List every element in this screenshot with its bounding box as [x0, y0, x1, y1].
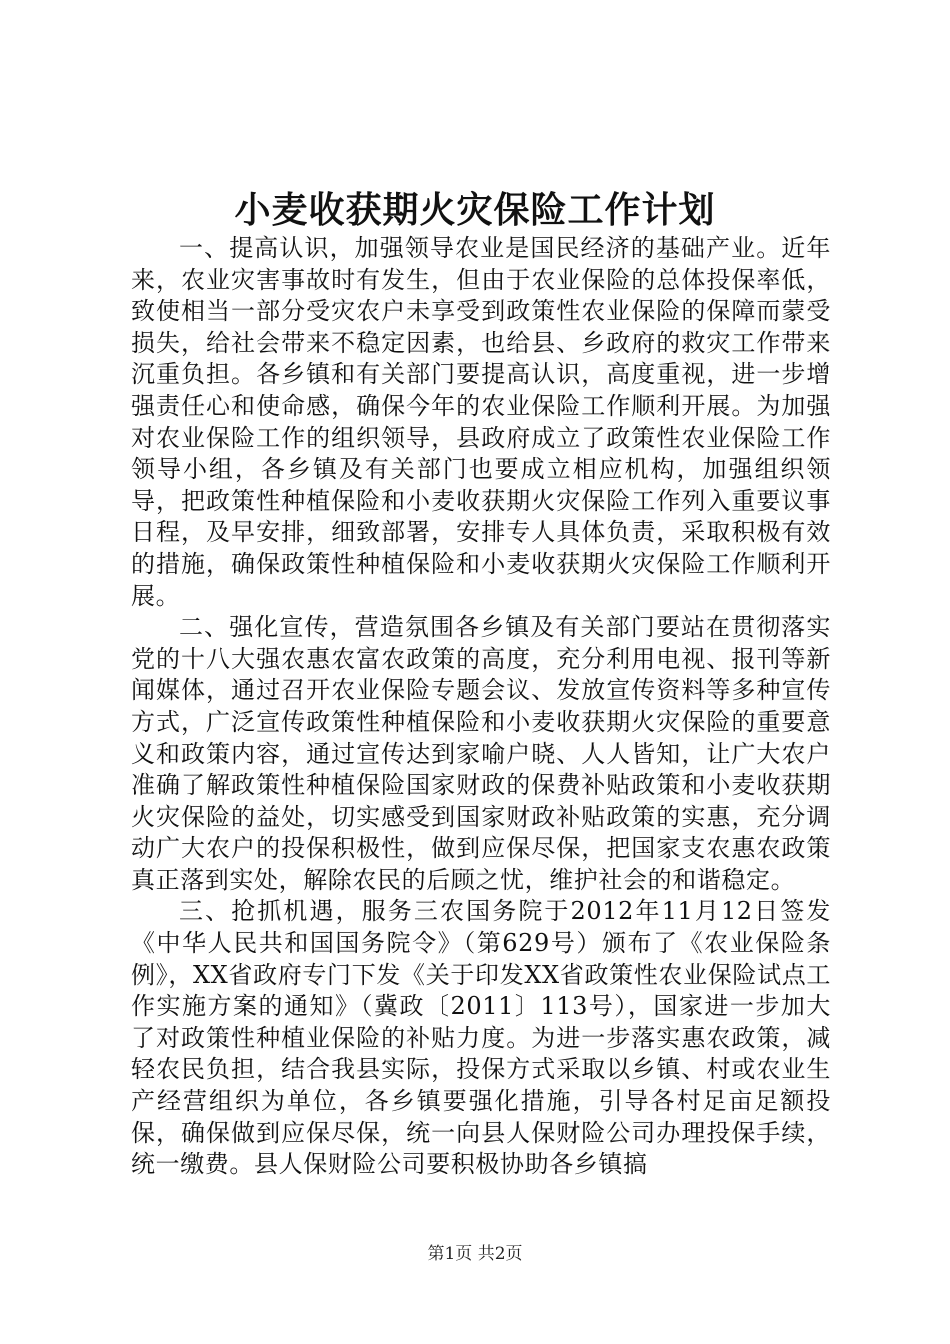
paragraph-2: 二、强化宣传，营造氛围各乡镇及有关部门要站在贯彻落实党的十八大强农惠农富农政策的高度，充分利用电视、报刊等新闻媒体，通过召开农业保险专题会议、发放宣传资料等多种宣传方式，广泛宣传政策性种植保险和小麦收获期火灾保险的重要意义和政策内容，通过宣传达到家喻户晓、人人皆知，让广大农户准确了解政策性种植保险国家财政的保费补贴政策和小麦收获期火灾保险的益处，切实感受到国家财政补贴政策的实惠，充分调动广大农户的投保积极性，做到应保尽保，把国家支农惠农政策真正落到实处，解除农民的后顾之忧，维护社会的和谐稳定。 [131, 613, 831, 894]
document-title: 小麦收获期火灾保险工作计划 [234, 189, 716, 231]
document-body [131, 233, 831, 1181]
paragraph-3: 三、抢抓机遇，服务三农国务院于2012年11月12日签发《中华人民共和国国务院令》（第629号）颁布了《农业保险条例》，XX省政府专门下发《关于印发XX省政策性农业保险试点工作实施方案的通知》（冀政〔2011〕113号），国家进一步加大了对政策性种植业保险的补贴力度。为进一步落实惠农政策，减轻农民负担，结合我县实际，投保方式采取以乡镇、村或农业生产经营组织为单位，各乡镇要强化措施，引导各村足亩足额投保，确保做到应保尽保，统一向县人保财险公司办理投保手续，统一缴费。县人保财险公司要积极协助各乡镇搞 [131, 897, 831, 1179]
page-number-footer: 第1页 共2页 [427, 1244, 523, 1264]
paragraph-1: 一、提高认识，加强领导农业是国民经济的基础产业。近年来，农业灾害事故时有发生，但由于农业保险的总体投保率低，致使相当一部分受灾农户未享受到政策性农业保险的保障而蒙受损失，给社会带来不稳定因素，也给县、乡政府的救灾工作带来沉重负担。各乡镇和有关部门要提高认识，高度重视，进一步增强责任心和使命感，确保今年的农业保险工作顺利开展。为加强对农业保险工作的组织领导，县政府成立了政策性农业保险工作领导小组，各乡镇及有关部门也要成立相应机构，加强组织领导，把政策性种植保险和小麦收获期火灾保险工作列入重要议事日程，及早安排，细致部署，安排专人具体负责，采取积极有效的措施，确保政策性种植保险和小麦收获期火灾保险工作顺利开展。 [131, 234, 831, 610]
